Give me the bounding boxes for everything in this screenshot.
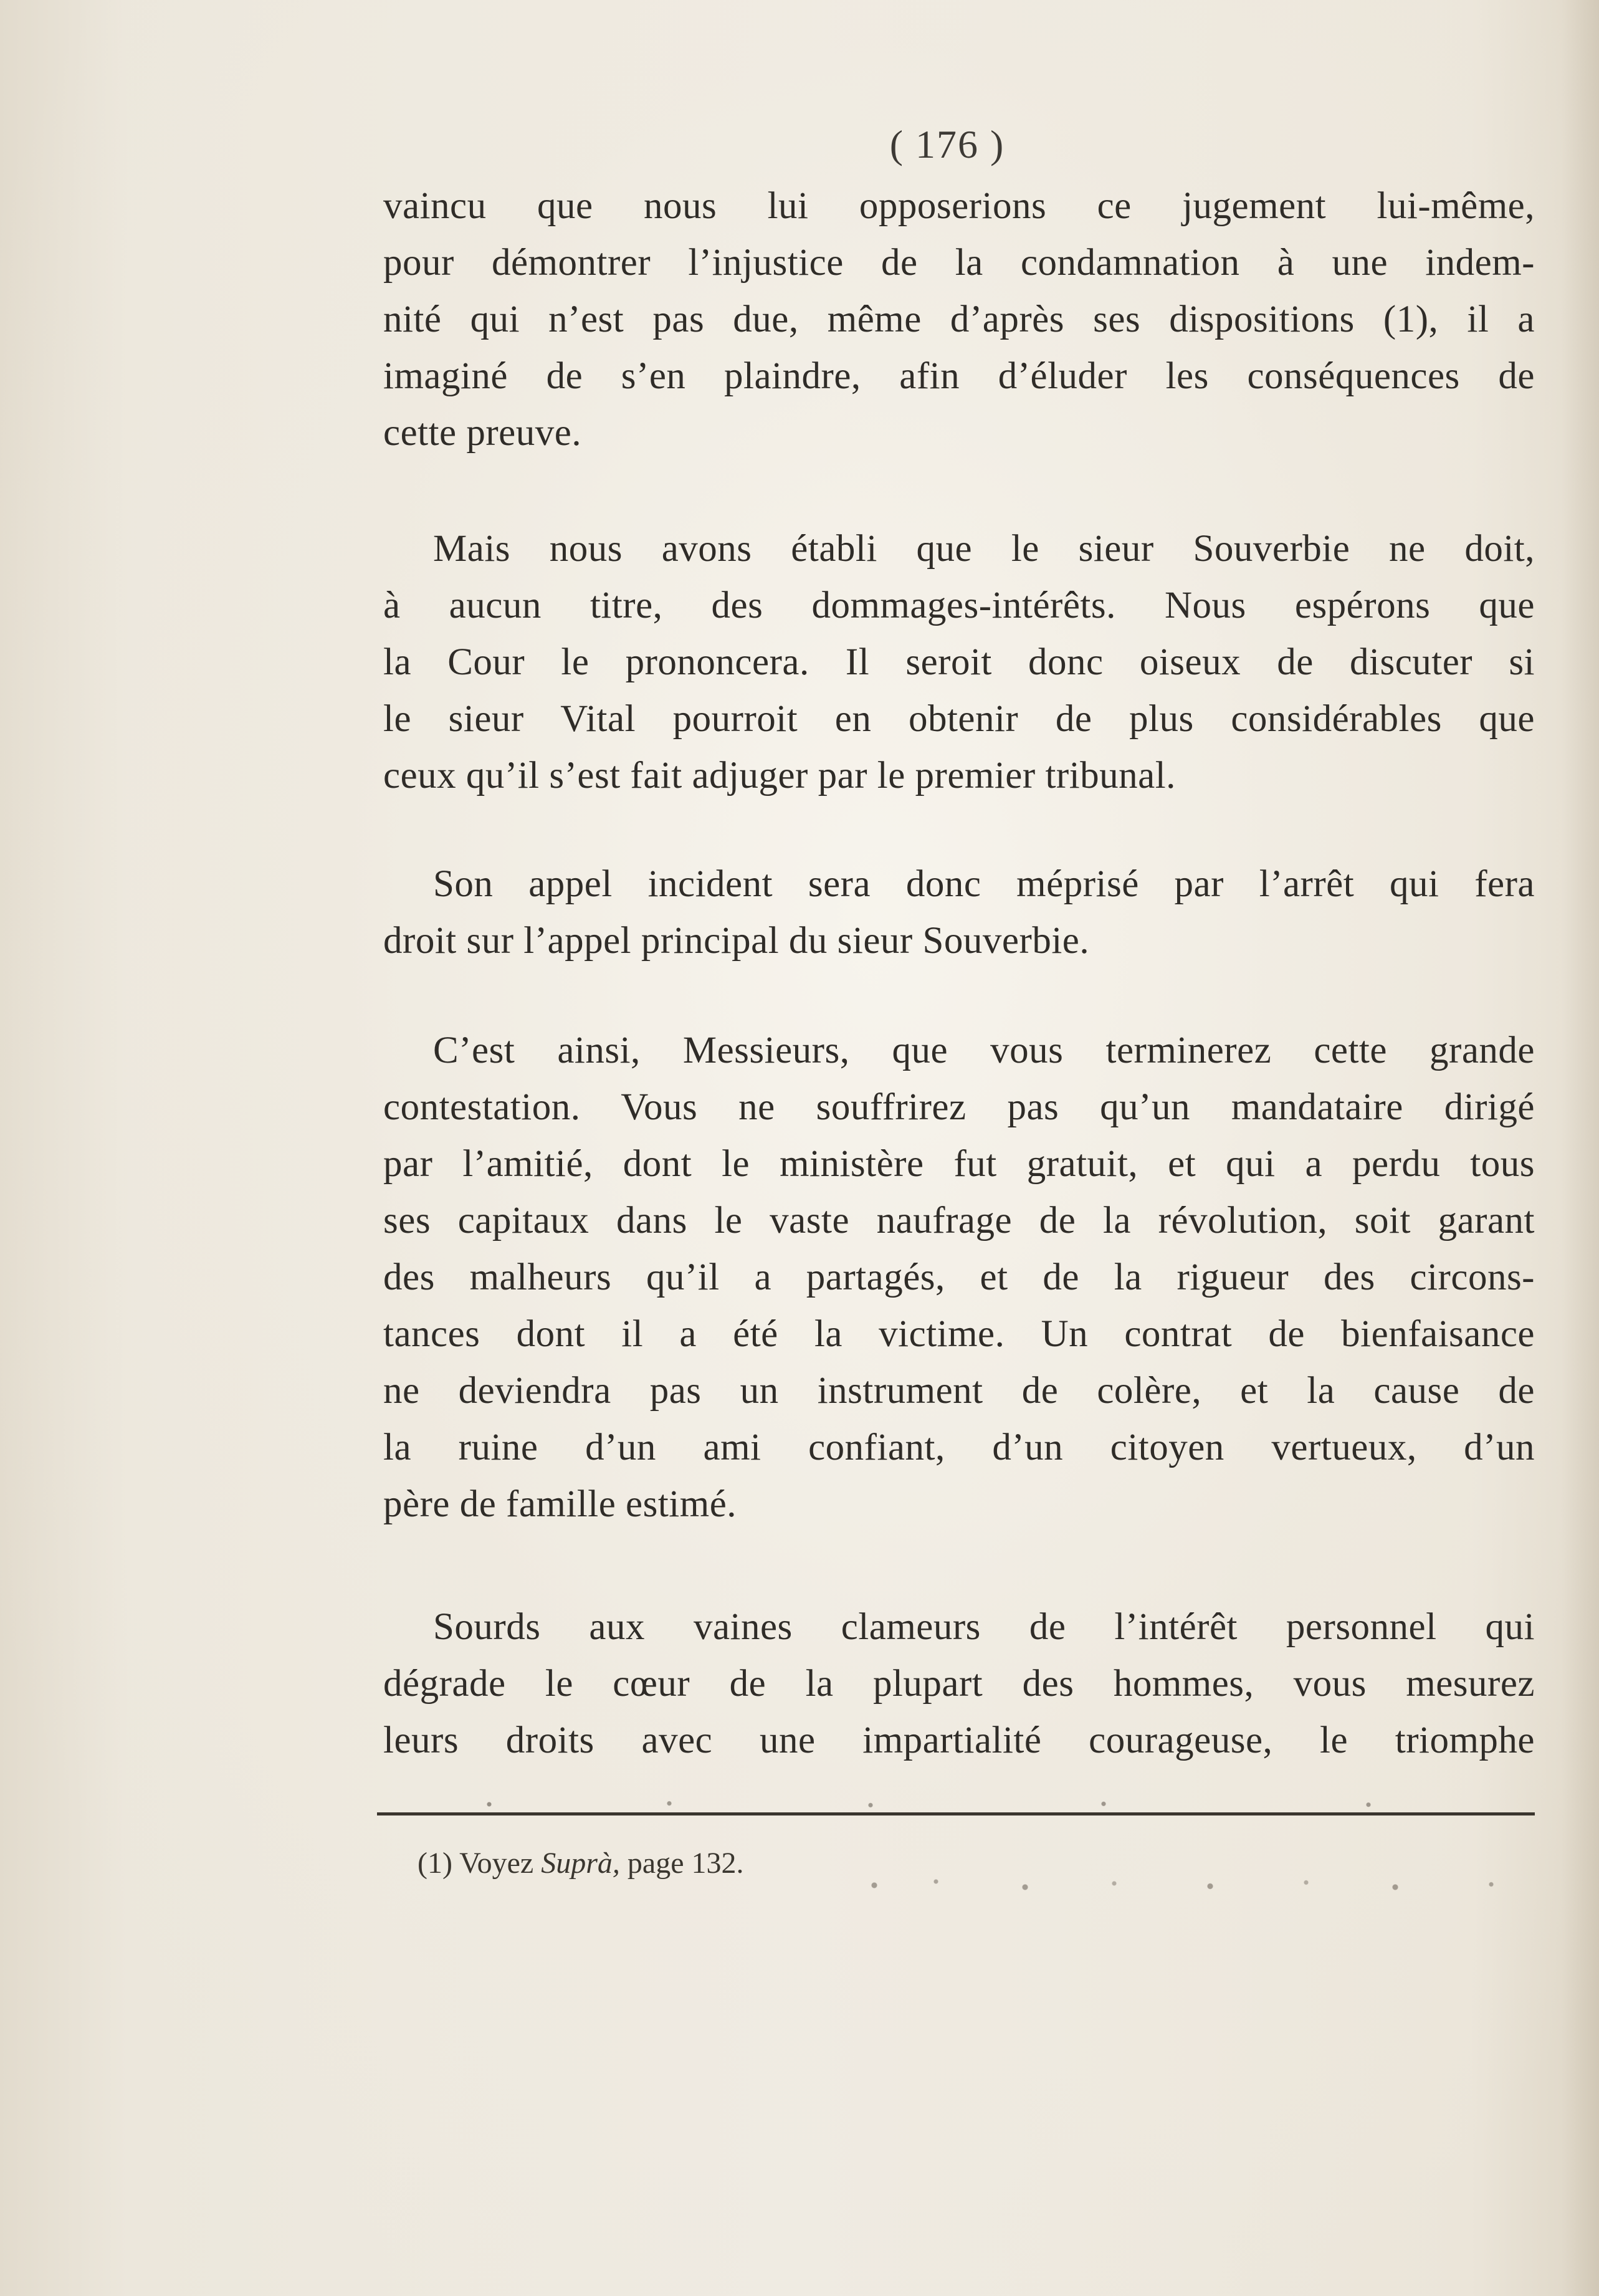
text-line: ceux qu’il s’est fait adjuger par le premier tribunal. (383, 755, 1176, 796)
footnote (418, 1845, 744, 1882)
paragraph-5 (383, 1599, 1535, 1769)
text-line: vaincu que nous lui opposerions ce jugement lui-même, (383, 185, 1535, 227)
text-line: le sieur Vital pourroit en obtenir de plus considérables que (383, 698, 1535, 740)
text-line: Son appel incident sera donc méprisé par l’arrêt qui fera (433, 863, 1535, 905)
footnote-prefix: Voyez (459, 1847, 534, 1880)
paragraph-3 (383, 856, 1535, 969)
ink-bleed-through (854, 1876, 1539, 1895)
text-line: par l’amitié, dont le ministère fut gratuit, et qui a perdu tous (383, 1143, 1535, 1185)
ink-specks (436, 1800, 1496, 1809)
text-line: nité qui n’est pas due, même d’après ses dispositions (1), il a (383, 299, 1535, 340)
page-number: ( 176 ) (889, 122, 1005, 166)
text-line: ne deviendra pas un instrument de colère, et la cause de (383, 1370, 1535, 1412)
text-line: C’est ainsi, Messieurs, que vous terminerez cette grande (433, 1030, 1535, 1071)
text-line: contestation. Vous ne souffrirez pas qu’un mandataire dirigé (383, 1086, 1535, 1128)
text-line: ses capitaux dans le vaste naufrage de la révolution, soit garant (383, 1200, 1535, 1241)
text-line: des malheurs qu’il a partagés, et de la rigueur des circons- (383, 1256, 1535, 1298)
paragraph-2 (383, 520, 1535, 804)
text-line: à aucun titre, des dommages-intérêts. Nous espérons que (383, 585, 1535, 626)
footnote-italic: Suprà, (541, 1847, 620, 1880)
text-line: leurs droits avec une impartialité courageuse, le triomphe (383, 1720, 1535, 1761)
text-line: la Cour le prononcera. Il seroit donc oiseux de discuter si (383, 641, 1535, 683)
footnote-suffix: page 132. (627, 1847, 744, 1880)
text-line: la ruine d’un ami confiant, d’un citoyen vertueux, d’un (383, 1427, 1535, 1468)
footnote-marker: (1) (418, 1847, 452, 1880)
text-line: dégrade le cœur de la plupart des hommes, vous mesurez (383, 1663, 1535, 1705)
paragraph-4 (383, 1022, 1535, 1533)
footnote-rule (377, 1812, 1535, 1815)
text-line: Sourds aux vaines clameurs de l’intérêt personnel qui (433, 1606, 1535, 1648)
text-line: cette preuve. (383, 412, 582, 454)
paragraph-1 (383, 178, 1535, 461)
text-line: Mais nous avons établi que le sieur Souverbie ne doit, (433, 528, 1535, 570)
text-line: tances dont il a été la victime. Un contrat de bienfaisance (383, 1313, 1535, 1355)
text-line: imaginé de s’en plaindre, afin d’éluder les conséquences de (383, 355, 1535, 397)
text-line: père de famille estimé. (383, 1483, 737, 1525)
text-line: pour démontrer l’injustice de la condamnation à une indem- (383, 242, 1535, 284)
text-line: droit sur l’appel principal du sieur Souverbie. (383, 920, 1090, 962)
